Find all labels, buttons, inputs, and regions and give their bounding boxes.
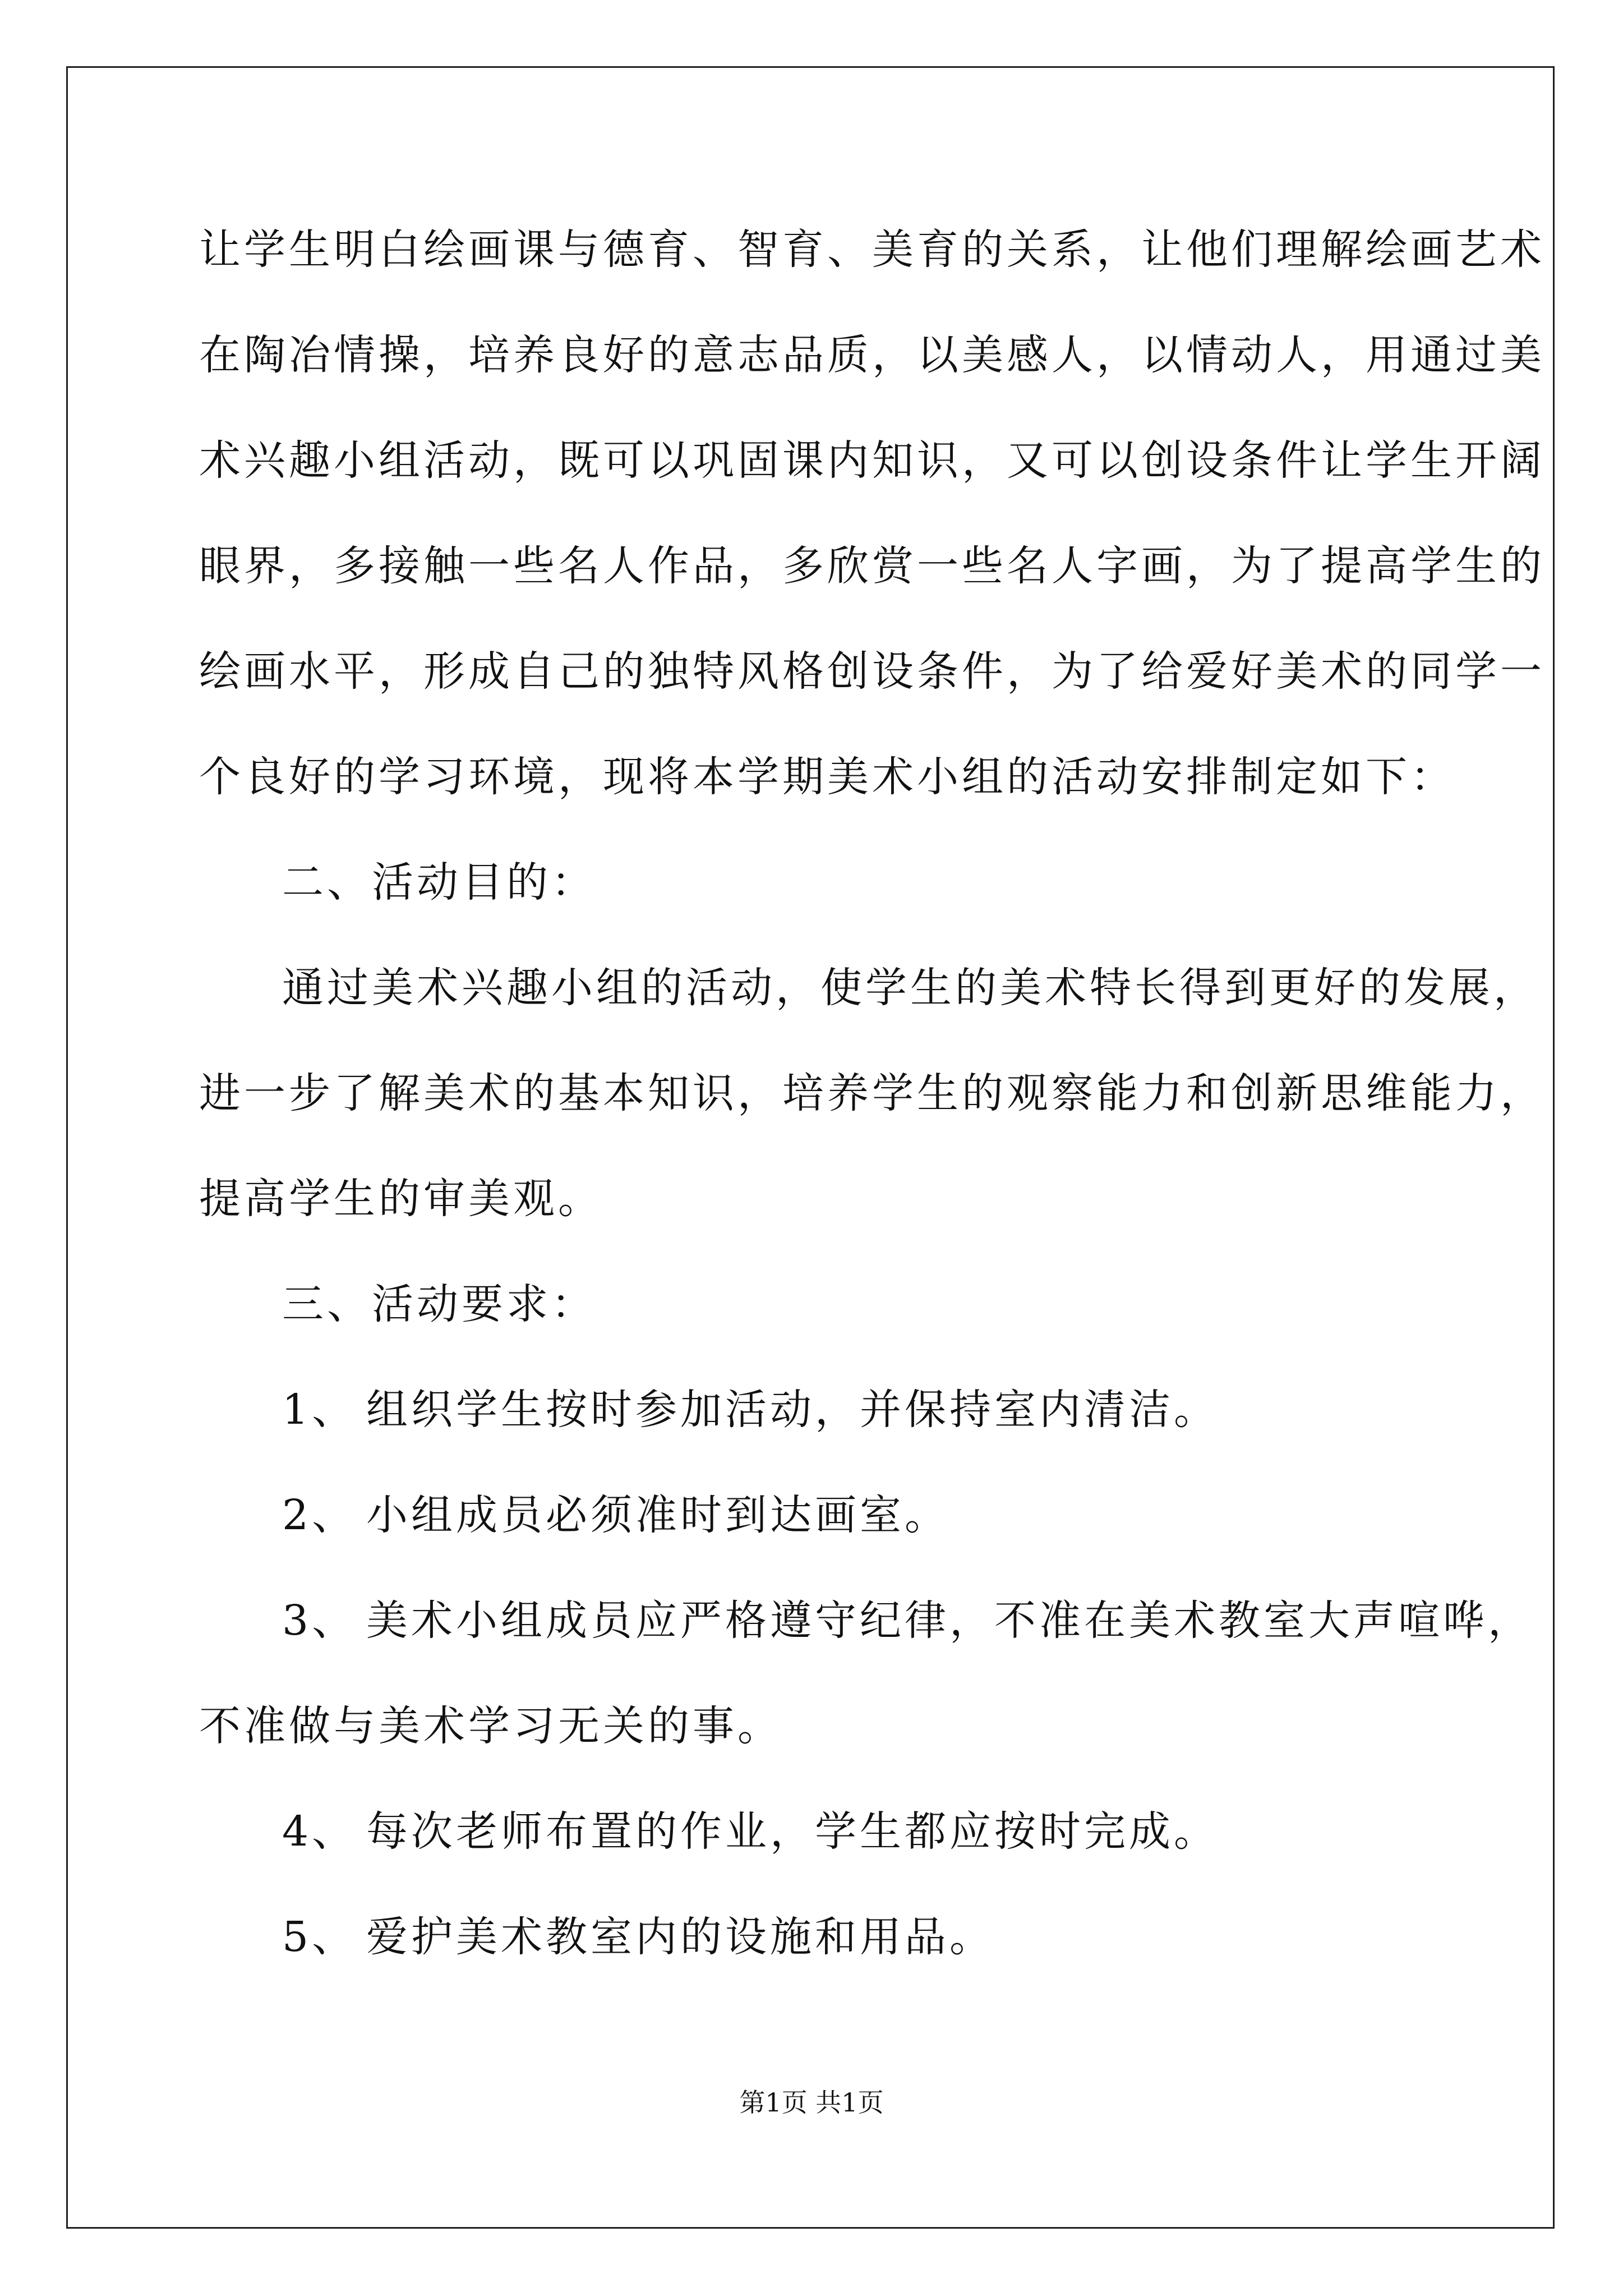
list-item-number: 2、 [282,1491,357,1539]
list-item [282,1587,1533,1654]
list-item-text: 每次老师布置的作业，学生都应按时完成。 [366,1807,1219,1856]
list-item [282,1481,949,1549]
list-item-number: 3、 [282,1596,357,1645]
list-item-text: 组织学生按时参加活动，并保持室内清洁。 [366,1386,1219,1434]
list-item-number: 1、 [282,1386,357,1434]
paragraph-line: 在陶冶情操，培养良好的意志品质，以美感人，以情动人，用通过美 [199,331,1545,379]
paragraph-line: 让学生明白绘画课与德育、智育、美育的关系，让他们理解绘画艺术 [199,226,1545,274]
paragraph-line: 绘画水平，形成自己的独特风格创设条件，为了给爱好美术的同学一 [199,647,1545,696]
list-item-number: 5、 [282,1913,357,1961]
paragraph-line: 术兴趣小组活动，既可以巩固课内知识，又可以创设条件让学生开阔 [199,436,1545,485]
list-item-text: 爱护美术教室内的设施和用品。 [366,1913,994,1961]
list-item-text: 美术小组成员应严格遵守纪律，不准在美术教室大声喧哗， [366,1596,1533,1645]
paragraph-line: 进一步了解美术的基本知识，培养学生的观察能力和创新思维能力， [199,1069,1545,1117]
list-item-continuation: 不准做与美术学习无关的事。 [199,1702,782,1750]
section-heading-requirements: 三、活动要求： [282,1280,596,1328]
paragraph-line: 眼界，多接触一些名人作品，多欣赏一些名人字画，为了提高学生的 [199,542,1545,590]
list-item [282,1376,1219,1443]
list-item-number: 4、 [282,1807,357,1856]
list-item [282,1903,994,1971]
section-heading-purpose: 二、活动目的： [282,858,596,907]
paragraph-line: 个良好的学习环境，现将本学期美术小组的活动安排制定如下： [199,753,1455,801]
list-item [282,1798,1219,1865]
list-item-text: 小组成员必须准时到达画室。 [366,1491,949,1539]
paragraph-line: 通过美术兴趣小组的活动，使学生的美术特长得到更好的发展， [282,964,1538,1012]
page-footer: 第1页 共1页 [739,2087,884,2118]
paragraph-line: 提高学生的审美观。 [199,1175,603,1223]
